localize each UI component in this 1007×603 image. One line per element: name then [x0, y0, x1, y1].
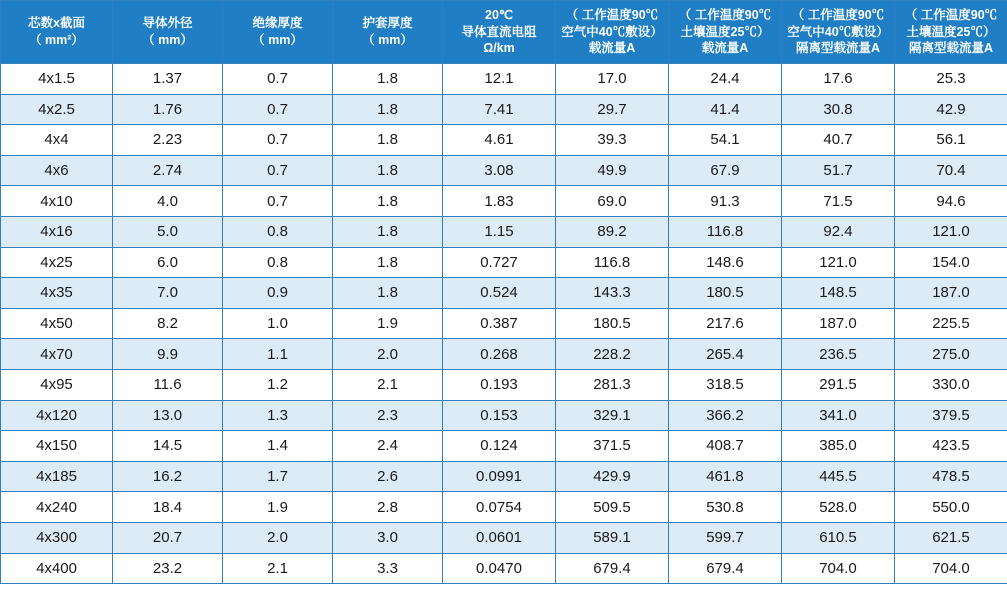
table-cell: 54.1 — [669, 125, 782, 156]
cell-cross-section: 4x240 — [1, 492, 113, 523]
column-header-line: （ 工作温度90℃ — [904, 7, 998, 22]
table-cell: 528.0 — [782, 492, 895, 523]
table-cell: 9.9 — [113, 339, 223, 370]
table-cell: 2.6 — [333, 461, 443, 492]
cell-cross-section: 4x120 — [1, 400, 113, 431]
table-cell: 478.5 — [895, 461, 1007, 492]
table-cell: 1.3 — [223, 400, 333, 431]
column-header-line: 隔离型载流量A — [795, 41, 881, 56]
table-cell: 2.74 — [113, 155, 223, 186]
table-cell: 121.0 — [782, 247, 895, 278]
table-cell: 291.5 — [782, 369, 895, 400]
cell-cross-section: 4x25 — [1, 247, 113, 278]
table-cell: 24.4 — [669, 64, 782, 95]
table-row — [1, 431, 1007, 462]
table-cell: 91.3 — [669, 186, 782, 217]
table-cell: 0.0601 — [443, 522, 556, 553]
table-cell: 92.4 — [782, 216, 895, 247]
cell-cross-section: 4x35 — [1, 278, 113, 309]
table-cell: 341.0 — [782, 400, 895, 431]
table-cell: 366.2 — [669, 400, 782, 431]
table-row — [1, 308, 1007, 339]
table-cell: 0.7 — [223, 186, 333, 217]
column-header-line: 空气中40℃敷设） — [561, 24, 663, 39]
table-row — [1, 522, 1007, 553]
table-cell: 423.5 — [895, 431, 1007, 462]
table-cell: 445.5 — [782, 461, 895, 492]
table-cell: 2.0 — [333, 339, 443, 370]
table-cell: 70.4 — [895, 155, 1007, 186]
table-cell: 116.8 — [556, 247, 669, 278]
table-cell: 121.0 — [895, 216, 1007, 247]
table-cell: 1.8 — [333, 186, 443, 217]
table-cell: 2.23 — [113, 125, 223, 156]
table-cell: 180.5 — [556, 308, 669, 339]
cell-cross-section: 4x10 — [1, 186, 113, 217]
table-row — [1, 247, 1007, 278]
column-header-line: （ mm²） — [29, 33, 84, 47]
table-cell: 11.6 — [113, 369, 223, 400]
table-cell: 0.9 — [223, 278, 333, 309]
column-header-line: （ 工作温度90℃ — [678, 7, 772, 22]
table-cell: 25.3 — [895, 64, 1007, 95]
table-cell: 5.0 — [113, 216, 223, 247]
table-cell: 379.5 — [895, 400, 1007, 431]
table-cell: 1.8 — [333, 64, 443, 95]
cell-cross-section: 4x400 — [1, 553, 113, 584]
cell-cross-section: 4x50 — [1, 308, 113, 339]
table-cell: 0.0470 — [443, 553, 556, 584]
column-header-line: Ω/km — [483, 41, 515, 56]
column-header-line: 芯数x截面 — [28, 16, 85, 31]
table-cell: 330.0 — [895, 369, 1007, 400]
table-cell: 1.4 — [223, 431, 333, 462]
table-cell: 69.0 — [556, 186, 669, 217]
column-header-line: （ mm） — [362, 33, 413, 47]
table-cell: 2.3 — [333, 400, 443, 431]
table-cell: 0.124 — [443, 431, 556, 462]
table-cell: 8.2 — [113, 308, 223, 339]
table-cell: 265.4 — [669, 339, 782, 370]
table-cell: 14.5 — [113, 431, 223, 462]
cell-cross-section: 4x70 — [1, 339, 113, 370]
table-cell: 16.2 — [113, 461, 223, 492]
table-cell: 1.0 — [223, 308, 333, 339]
column-header-line: 20℃ — [485, 7, 513, 22]
table-cell: 13.0 — [113, 400, 223, 431]
table-cell: 94.6 — [895, 186, 1007, 217]
table-cell: 1.2 — [223, 369, 333, 400]
table-cell: 3.08 — [443, 155, 556, 186]
table-cell: 599.7 — [669, 522, 782, 553]
table-cell: 2.8 — [333, 492, 443, 523]
table-cell: 41.4 — [669, 94, 782, 125]
table-row — [1, 64, 1007, 95]
cell-cross-section: 4x16 — [1, 216, 113, 247]
table-cell: 1.8 — [333, 216, 443, 247]
table-cell: 408.7 — [669, 431, 782, 462]
table-cell: 1.9 — [333, 308, 443, 339]
table-cell: 1.8 — [333, 155, 443, 186]
table-cell: 429.9 — [556, 461, 669, 492]
table-cell: 148.5 — [782, 278, 895, 309]
column-header-line: 载流量A — [588, 41, 636, 56]
table-cell: 0.0991 — [443, 461, 556, 492]
column-header-1 — [113, 1, 223, 64]
cell-cross-section: 4x300 — [1, 522, 113, 553]
table-cell: 1.8 — [333, 94, 443, 125]
table-cell: 0.193 — [443, 369, 556, 400]
table-cell: 236.5 — [782, 339, 895, 370]
table-cell: 40.7 — [782, 125, 895, 156]
table-cell: 0.727 — [443, 247, 556, 278]
cell-cross-section: 4x1.5 — [1, 64, 113, 95]
table-cell: 18.4 — [113, 492, 223, 523]
table-row — [1, 155, 1007, 186]
column-header-line: （ 工作温度90℃ — [565, 7, 659, 22]
table-cell: 154.0 — [895, 247, 1007, 278]
cell-cross-section: 4x150 — [1, 431, 113, 462]
cell-cross-section: 4x185 — [1, 461, 113, 492]
column-header-7 — [782, 1, 895, 64]
table-cell: 67.9 — [669, 155, 782, 186]
table-cell: 0.387 — [443, 308, 556, 339]
table-cell: 621.5 — [895, 522, 1007, 553]
table-row — [1, 94, 1007, 125]
table-cell: 704.0 — [782, 553, 895, 584]
column-header-line: 导体直流电阻 — [461, 24, 537, 39]
table-cell: 1.76 — [113, 94, 223, 125]
cell-cross-section: 4x95 — [1, 369, 113, 400]
table-cell: 71.5 — [782, 186, 895, 217]
table-cell: 2.0 — [223, 522, 333, 553]
table-cell: 148.6 — [669, 247, 782, 278]
table-cell: 39.3 — [556, 125, 669, 156]
table-cell: 1.8 — [333, 247, 443, 278]
table-cell: 42.9 — [895, 94, 1007, 125]
table-cell: 1.7 — [223, 461, 333, 492]
column-header-line: 土壤温度25℃） — [680, 24, 770, 39]
table-cell: 1.8 — [333, 125, 443, 156]
column-header-line: （ mm） — [252, 33, 303, 47]
table-cell: 281.3 — [556, 369, 669, 400]
table-cell: 7.0 — [113, 278, 223, 309]
table-row — [1, 369, 1007, 400]
table-cell: 275.0 — [895, 339, 1007, 370]
table-cell: 187.0 — [782, 308, 895, 339]
column-header-3 — [333, 1, 443, 64]
table-cell: 228.2 — [556, 339, 669, 370]
table-cell: 89.2 — [556, 216, 669, 247]
table-cell: 2.4 — [333, 431, 443, 462]
column-header-4 — [443, 1, 556, 64]
table-row — [1, 339, 1007, 370]
table-cell: 0.7 — [223, 155, 333, 186]
table-cell: 187.0 — [895, 278, 1007, 309]
table-cell: 17.6 — [782, 64, 895, 95]
column-header-line: （ mm） — [142, 33, 193, 47]
table-cell: 29.7 — [556, 94, 669, 125]
table-cell: 1.37 — [113, 64, 223, 95]
cell-cross-section: 4x6 — [1, 155, 113, 186]
table-cell: 12.1 — [443, 64, 556, 95]
table-body — [1, 64, 1007, 584]
column-header-5 — [556, 1, 669, 64]
table-cell: 0.153 — [443, 400, 556, 431]
table-cell: 329.1 — [556, 400, 669, 431]
table-row — [1, 553, 1007, 584]
table-cell: 0.7 — [223, 64, 333, 95]
table-cell: 0.8 — [223, 247, 333, 278]
table-cell: 3.3 — [333, 553, 443, 584]
table-cell: 20.7 — [113, 522, 223, 553]
table-cell: 1.15 — [443, 216, 556, 247]
table-cell: 17.0 — [556, 64, 669, 95]
column-header-line: 隔离型载流量A — [908, 41, 994, 56]
table-row — [1, 125, 1007, 156]
table-cell: 385.0 — [782, 431, 895, 462]
table-cell: 2.1 — [333, 369, 443, 400]
table-cell: 56.1 — [895, 125, 1007, 156]
table-cell: 704.0 — [895, 553, 1007, 584]
table-cell: 679.4 — [669, 553, 782, 584]
column-header-line: 载流量A — [701, 41, 749, 56]
table-cell: 679.4 — [556, 553, 669, 584]
column-header-0 — [1, 1, 113, 64]
table-cell: 49.9 — [556, 155, 669, 186]
column-header-line: 护套厚度 — [362, 16, 413, 31]
table-row — [1, 186, 1007, 217]
table-cell: 180.5 — [669, 278, 782, 309]
table-cell: 461.8 — [669, 461, 782, 492]
table-cell: 23.2 — [113, 553, 223, 584]
table-cell: 30.8 — [782, 94, 895, 125]
table-cell: 3.0 — [333, 522, 443, 553]
column-header-line: 绝缘厚度 — [252, 16, 303, 31]
column-header-line: （ 工作温度90℃ — [791, 7, 885, 22]
table-cell: 550.0 — [895, 492, 1007, 523]
column-header-6 — [669, 1, 782, 64]
cell-cross-section: 4x2.5 — [1, 94, 113, 125]
table-cell: 7.41 — [443, 94, 556, 125]
table-cell: 0.268 — [443, 339, 556, 370]
table-cell: 2.1 — [223, 553, 333, 584]
table-cell: 610.5 — [782, 522, 895, 553]
table-cell: 509.5 — [556, 492, 669, 523]
table-cell: 1.1 — [223, 339, 333, 370]
column-header-line: 土壤温度25℃） — [906, 24, 996, 39]
table-row — [1, 492, 1007, 523]
table-cell: 217.6 — [669, 308, 782, 339]
table-cell: 51.7 — [782, 155, 895, 186]
table-cell: 1.8 — [333, 278, 443, 309]
table-cell: 371.5 — [556, 431, 669, 462]
table-cell: 0.0754 — [443, 492, 556, 523]
table-cell: 4.0 — [113, 186, 223, 217]
table-cell: 143.3 — [556, 278, 669, 309]
table-cell: 6.0 — [113, 247, 223, 278]
column-header-line: 空气中40℃敷设） — [787, 24, 889, 39]
table-cell: 0.7 — [223, 125, 333, 156]
table-cell: 530.8 — [669, 492, 782, 523]
table-cell: 1.9 — [223, 492, 333, 523]
table-cell: 318.5 — [669, 369, 782, 400]
table-cell: 116.8 — [669, 216, 782, 247]
table-row — [1, 216, 1007, 247]
table-row — [1, 278, 1007, 309]
column-header-2 — [223, 1, 333, 64]
table-row — [1, 461, 1007, 492]
table-header-row — [1, 1, 1007, 64]
column-header-8 — [895, 1, 1007, 64]
table-cell: 4.61 — [443, 125, 556, 156]
table-cell: 0.8 — [223, 216, 333, 247]
column-header-line: 导体外径 — [142, 16, 193, 31]
table-cell: 589.1 — [556, 522, 669, 553]
table-cell: 0.7 — [223, 94, 333, 125]
table-cell: 1.83 — [443, 186, 556, 217]
table-row — [1, 400, 1007, 431]
table-cell: 225.5 — [895, 308, 1007, 339]
table-cell: 0.524 — [443, 278, 556, 309]
cell-cross-section: 4x4 — [1, 125, 113, 156]
table-header — [1, 1, 1007, 64]
